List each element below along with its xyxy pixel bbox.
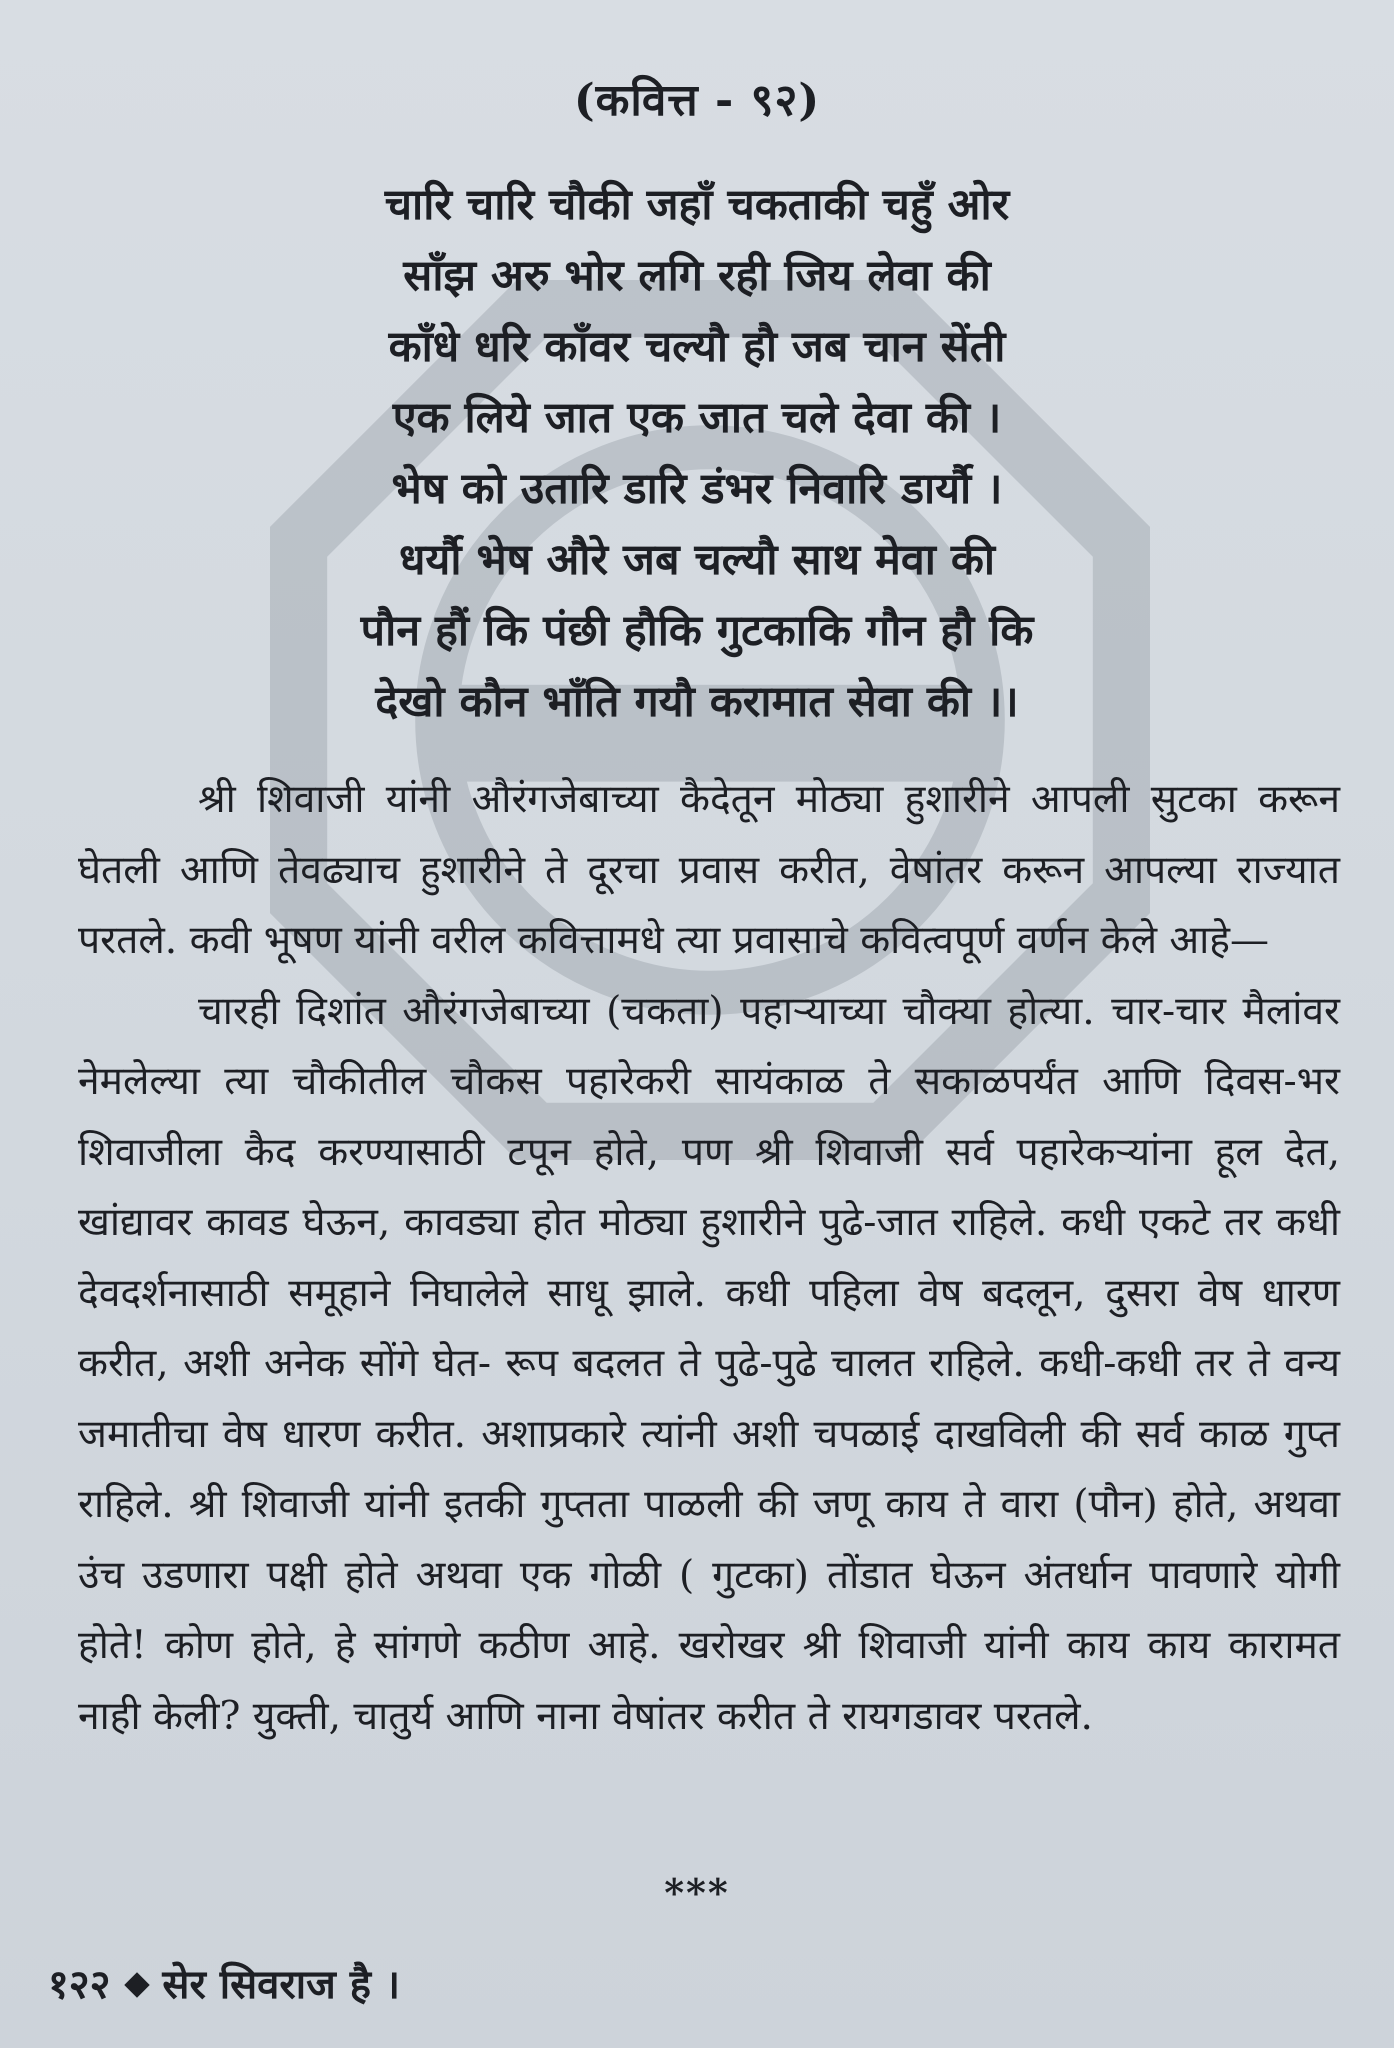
- diamond-icon: [125, 1972, 150, 1997]
- page-number: १२२: [48, 1961, 111, 2008]
- poem-line: चारि चारि चौकी जहाँ चकताकी चहुँ ओर: [384, 180, 1010, 230]
- poem-block: [0, 170, 1394, 738]
- page-footer: [48, 1955, 400, 2010]
- poem-line: काँधे धरि काँवर चल्यौ हौ जब चान सेंती: [388, 322, 1006, 372]
- poem-line: भेष को उतारि डारि डंभर निवारि डार्यौ ।: [391, 464, 1003, 514]
- poem-line: धर्यौ भेष औरे जब चल्यौ साथ मेवा की: [398, 535, 996, 585]
- prose-body: [78, 765, 1340, 1752]
- section-separator: ***: [664, 1870, 730, 1915]
- book-title: सेर सिवराज है ।: [162, 1961, 401, 2008]
- poem-line: देखो कौन भाँति गयौ करामात सेवा की ।।: [375, 677, 1019, 727]
- poem-line: एक लिये जात एक जात चले देवा की ।: [392, 393, 1002, 443]
- poem-line: पौन हौं कि पंछी हौकि गुटकाकि गौन हौ कि: [360, 606, 1034, 656]
- body-paragraph: श्री शिवाजी यांनी औरंगजेबाच्या कैदेतून मोठ्या हुशारीने आपली सुटका करून घेतली आणि तेवढ्याच हुशारीने ते दूरचा प्रवास करीत, वेषांतर करून आपल्या राज्यात परतले. कवी भूषण यांनी वरील कवित्तामधे त्या प्रवासाचे कवित्वपूर्ण वर्णन केले आहे—: [78, 777, 1340, 963]
- poem-heading: (कवित्त - ९२): [573, 75, 821, 126]
- body-paragraph: चारही दिशांत औरंगजेबाच्या (चकता) पहाऱ्याच्या चौक्या होत्या. चार-चार मैलांवर नेमलेल्या त्या चौकीतील चौकस पहारेकरी सायंकाळ ते सकाळपर्यंत आणि दिवस-भर शिवाजीला कैद करण्यासाठी टपून होते, पण श्री शिवाजी सर्व पहारेकऱ्यांना हूल देत, खांद्यावर कावड घेऊन, कावड्या होत मोठ्या हुशारीने पुढे-जात राहिले. कधी एकटे तर कधी देवदर्शनासाठी समूहाने निघालेले साधू झाले. कधी पहिला वेष बदलून, दुसरा वेष धारण करीत, अशी अनेक सोंगे घेत- रूप बदलत ते पुढे-पुढे चालत राहिले. कधी-कधी तर ते वन्य जमातीचा वेष धारण करीत. अशाप्रकारे त्यांनी अशी चपळाई दाखविली की सर्व काळ गुप्त राहिले. श्री शिवाजी यांनी इतकी गुप्तता पाळली की जणू काय ते वारा (पौन) होते, अथवा उंच उडणारा पक्षी होते अथवा एक गोळी ( गुटका) तोंडात घेऊन अंतर्धान पावणारे योगी होते! कोण होते, हे सांगणे कठीण आहे. खरोखर श्री शिवाजी यांनी काय काय कारामत नाही केली? युक्ती, चातुर्य आणि नाना वेषांतर करीत ते रायगडावर परतले.: [78, 988, 1340, 1739]
- poem-line: साँझ अरु भोर लगि रही जिय लेवा की: [403, 251, 991, 301]
